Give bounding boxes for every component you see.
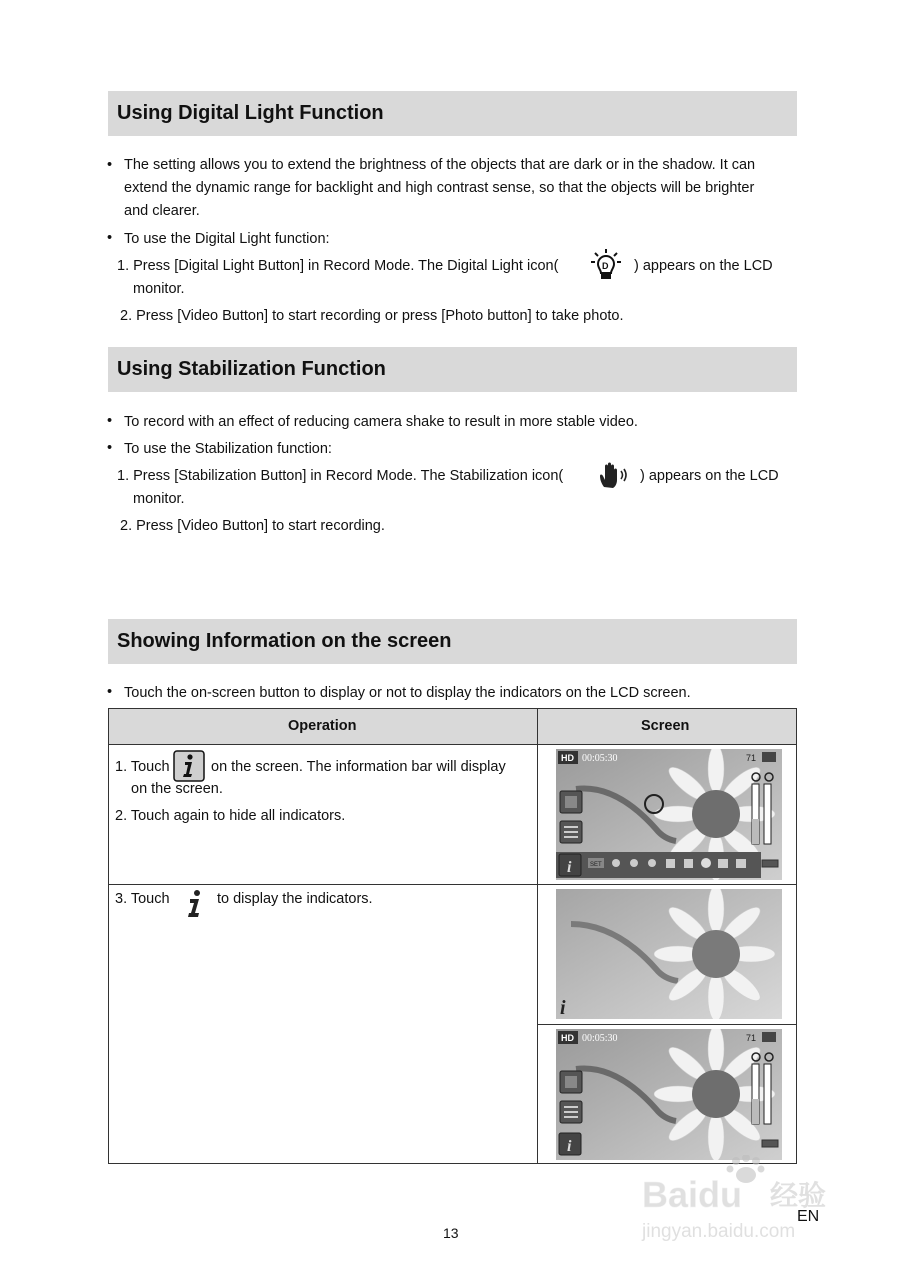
bullet-icon: • [107,230,113,246]
text-line: and clearer. [124,203,200,219]
info-icon[interactable] [185,889,205,919]
text-line: To use the Stabilization function: [124,441,332,457]
bullet-icon: • [107,684,113,700]
step-text: monitor. [133,281,185,297]
text-line: extend the dynamic range for backlight and high contrast sense, so that the objects will be brighter [124,180,755,196]
watermark-brand: Baidu [642,1174,743,1215]
step-text: 2. Press [Video Button] to start recording or press [Photo button] to take photo. [120,308,624,324]
text-line: The setting allows you to extend the brightness of the objects that are dark or in the shadow. It can [124,157,756,173]
section-title: Using Digital Light Function [117,102,384,124]
section-header-info [108,619,797,664]
hd-badge: HD [561,1033,574,1043]
watermark-url: jingyan.baidu.com [642,1221,796,1242]
step-text: ) appears on the LCD [640,468,779,484]
header-screen: Screen [641,718,690,734]
bullet-icon: • [107,157,113,173]
timecode: 00:05:30 [582,753,618,764]
lcd-screen-info-bar [556,749,782,880]
step-text: monitor. [133,491,185,507]
row2-touch-label: 3. Touch [115,891,170,907]
step-text: ) appears on the LCD [634,258,773,274]
set-label: SET [590,862,602,868]
section-header-digital-light [108,91,797,136]
section-title: Showing Information on the screen [117,630,452,652]
section-title: Using Stabilization Function [117,358,386,380]
bullet-icon: • [107,440,113,456]
row1-touch-label: 1. Touch [115,759,170,775]
digital-light-icon [588,248,624,282]
step-text: 2. Press [Video Button] to start recording. [120,518,385,534]
table-header-row [109,709,796,745]
column-divider [537,709,538,1163]
lcd-screen-hidden [556,889,782,1019]
row-divider [537,1024,796,1025]
svg-text:i: i [567,1138,572,1155]
row2-description: to display the indicators. [217,891,373,907]
row1-description: on the screen. The information bar will display [211,759,506,775]
watermark-cn: 经验 [770,1179,827,1212]
text-line: To use the Digital Light function: [124,231,330,247]
baidu-watermark [640,1155,855,1250]
text-line: To record with an effect of reducing camera shake to result in more stable video. [124,414,638,430]
hd-badge: HD [561,753,574,763]
svg-text:i: i [567,859,572,876]
text-line: Touch the on-screen button to display or not to display the indicators on the LCD screen. [124,685,691,701]
svg-text:i: i [560,997,566,1019]
lcd-screen-indicators [556,1029,782,1160]
row1-description-cont: on the screen. [131,781,223,797]
row-divider [109,884,796,885]
stabilization-hand-icon [598,461,628,489]
header-operation: Operation [288,718,357,734]
bullet-icon: • [107,413,113,429]
section-header-stabilization [108,347,797,392]
step-text: 1. Press [Digital Light Button] in Record Mode. The Digital Light icon( [117,258,559,274]
step-text: 1. Press [Stabilization Button] in Record Mode. The Stabilization icon( [117,468,564,484]
shots-counter: 71 [746,753,757,763]
row1-step2: 2. Touch again to hide all indicators. [115,808,346,824]
timecode: 00:05:30 [582,1033,618,1044]
language-label: EN [797,1208,820,1225]
shots-counter: 71 [746,1033,757,1043]
paragraph-digital-light-intro [124,154,797,223]
page-number: 13 [443,1225,459,1241]
svg-text:D: D [602,261,609,271]
